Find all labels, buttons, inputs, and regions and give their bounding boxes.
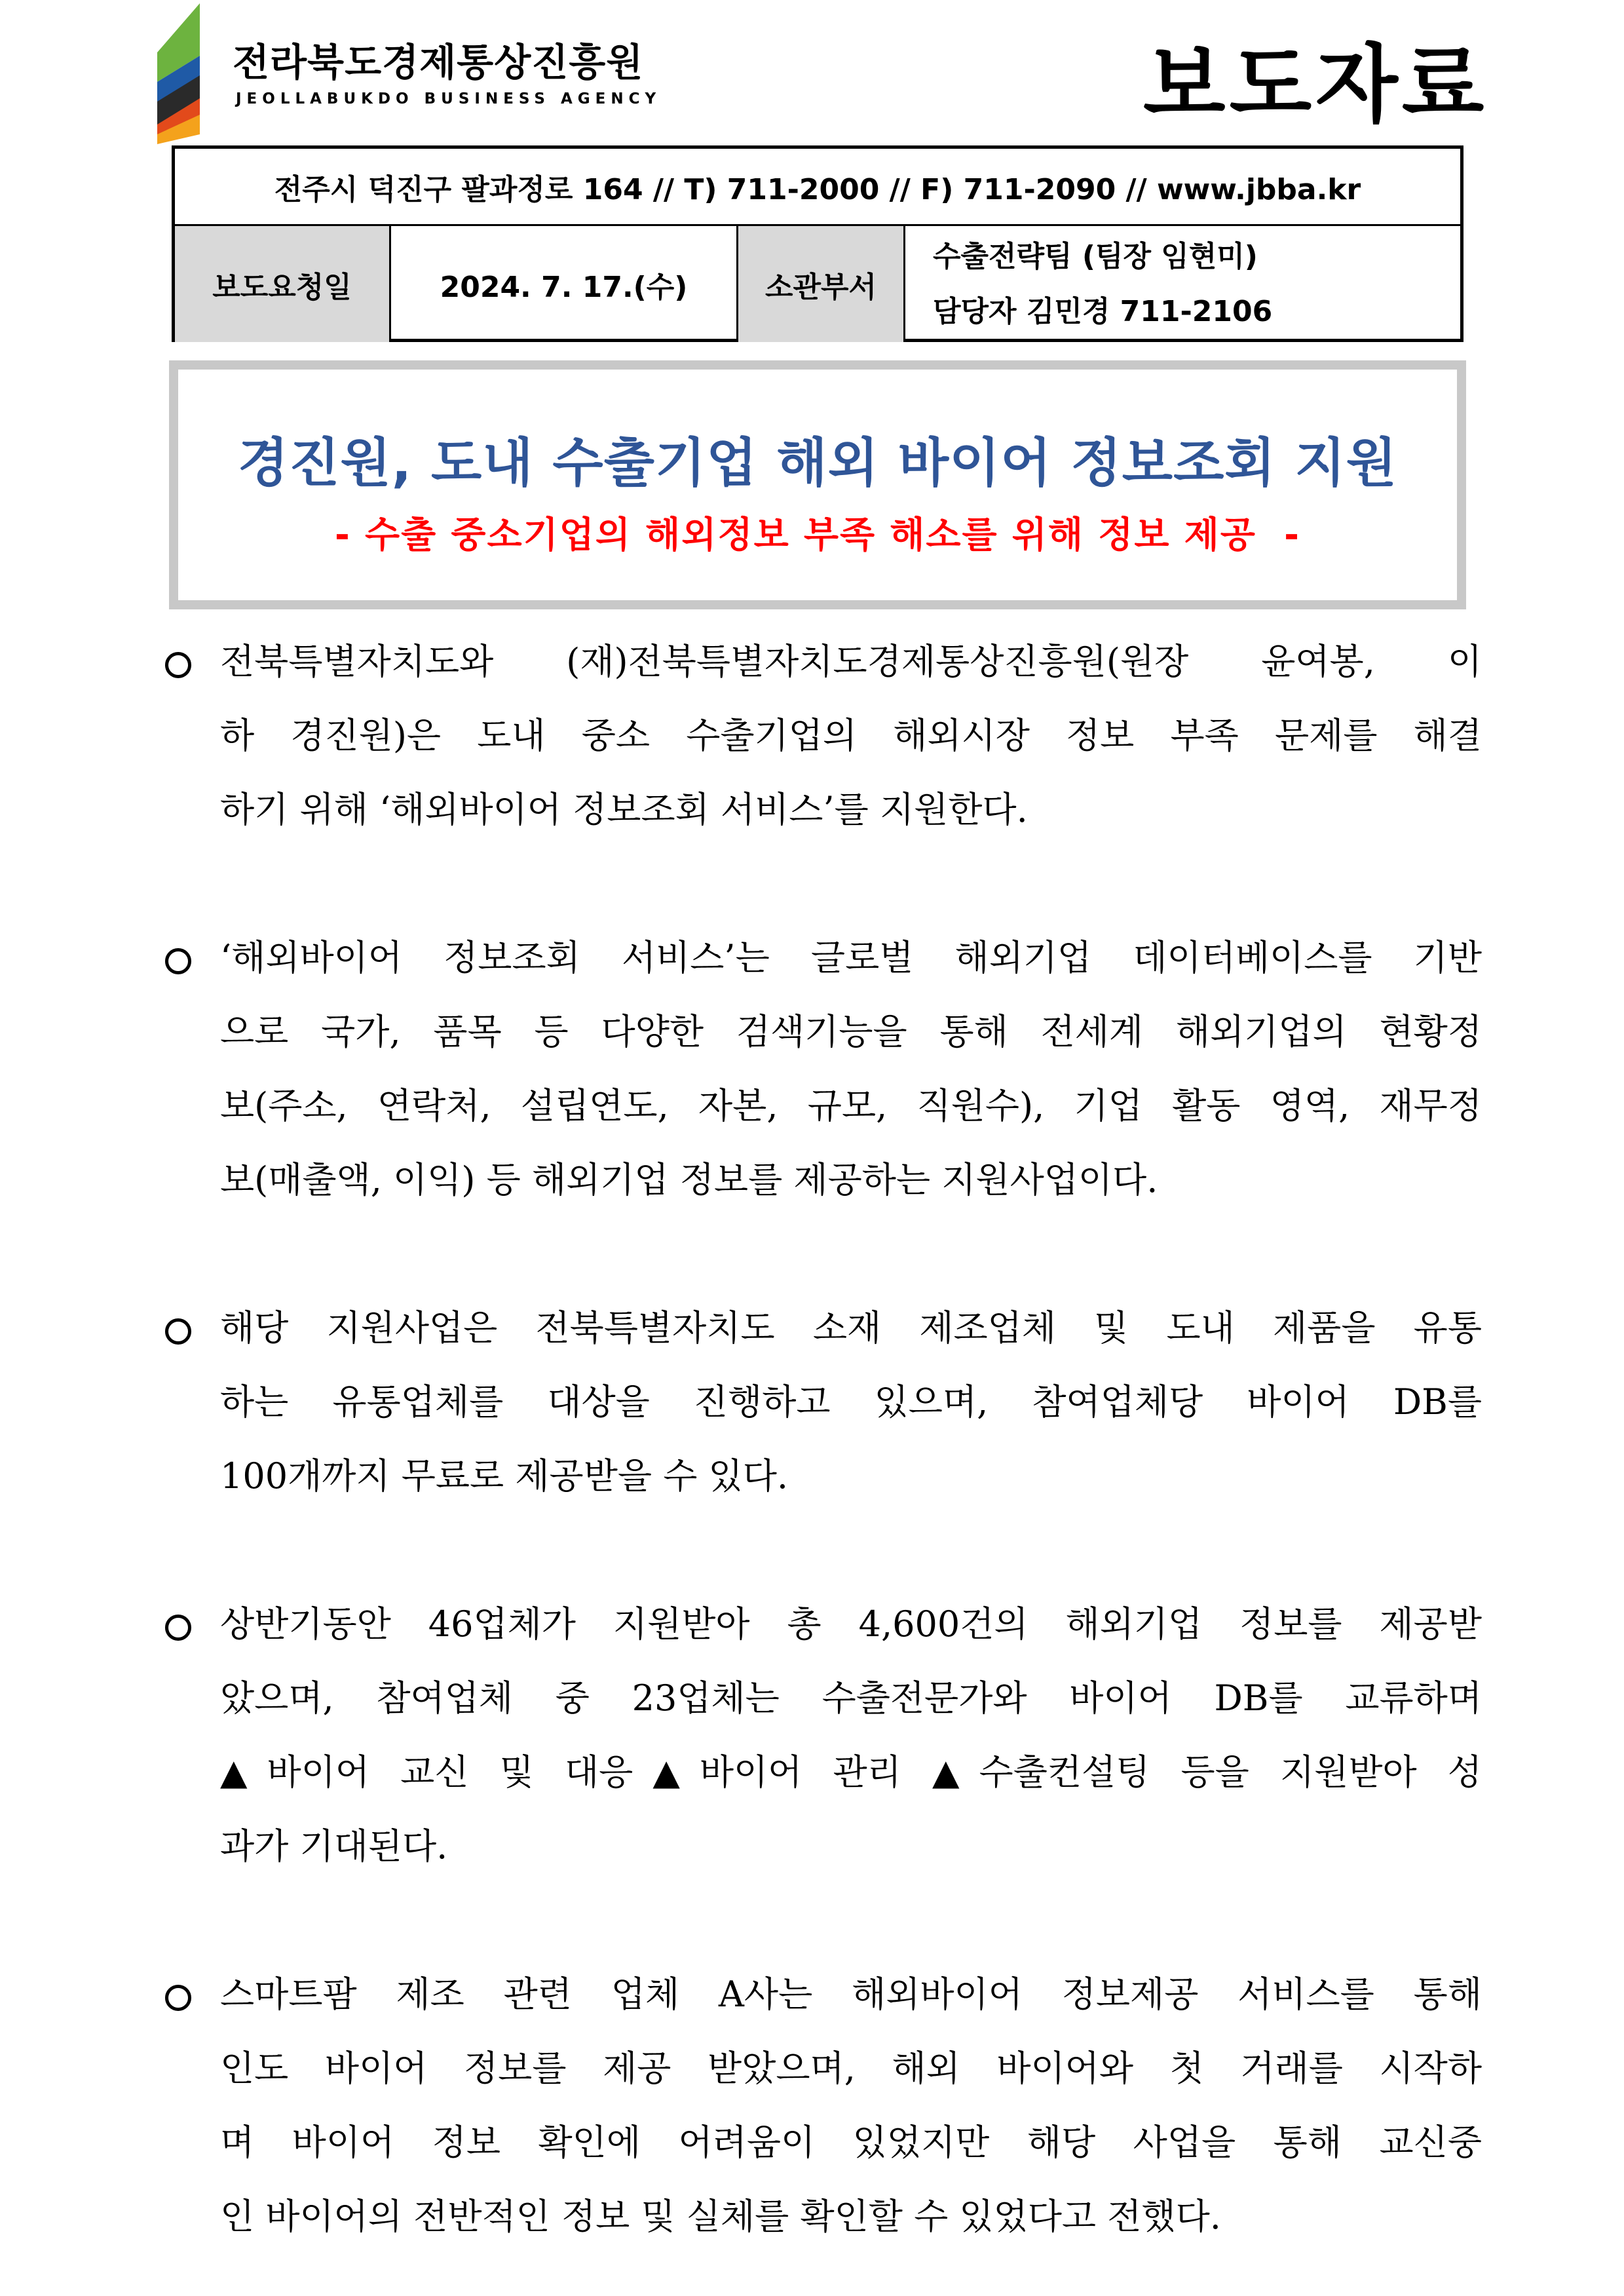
paragraph-line: 하기 위해 ‘해외바이어 정보조회 서비스’를 지원한다. xyxy=(220,789,1028,830)
paragraph-5 xyxy=(165,1974,1482,2031)
circle-bullet-icon xyxy=(165,1615,191,1641)
paragraph-line: 과가 기대된다. xyxy=(220,1826,448,1867)
paragraph-line: 하는 유통업체를 대상을 진행하고 있으며, 참여업체당 바이어 DB를 xyxy=(220,1381,1482,1423)
department-contact: 담당자 김민경 711-2106 xyxy=(933,294,1273,328)
paragraph-line: 인 바이어의 전반적인 정보 및 실체를 확인할 수 있었다고 전했다. xyxy=(220,2196,1221,2237)
paragraph-2-cont xyxy=(165,1011,1482,1069)
department-label: 소관부서 xyxy=(738,226,905,342)
paragraph-line: ‘해외바이어 정보조회 서비스’는 글로벌 해외기업 데이터베이스를 기반 xyxy=(220,937,1482,978)
paragraph-line: 으로 국가, 품목 등 다양한 검색기능을 통해 전세계 해외기업의 현황정 xyxy=(220,1011,1482,1052)
contact-line: 전주시 덕진구 팔과정로 164 // T) 711-2000 // F) 711-2090 // www.jbba.kr xyxy=(175,149,1460,226)
document-type-title: 보도자료 xyxy=(1143,35,1488,134)
paragraph-5-cont xyxy=(165,2122,1482,2179)
paragraph-line: ▲바이어 교신 및 대응▲바이어 관리 ▲수출컨설팅 등을 지원받아 성 xyxy=(220,1751,1482,1793)
paragraph-3-cont xyxy=(165,1381,1482,1439)
paragraph-line: 스마트팜 제조 관련 업체 A사는 해외바이어 정보제공 서비스를 통해 xyxy=(220,1974,1482,2015)
circle-bullet-icon xyxy=(165,1985,191,2011)
department-team: 수출전략팀 (팀장 임현미) xyxy=(933,239,1258,273)
request-date-value: 2024. 7. 17.(수) xyxy=(391,226,738,342)
paragraph-line: 하 경진원)은 도내 중소 수출기업의 해외시장 정보 부족 문제를 해결 xyxy=(220,715,1482,756)
paragraph-line: 며 바이어 정보 확인에 어려움이 있었지만 해당 사업을 통해 교신중 xyxy=(220,2122,1482,2163)
paragraph-4 xyxy=(165,1603,1482,1661)
paragraph-line: 전북특별자치도와 (재)전북특별자치도경제통상진흥원(원장 윤여봉, 이 xyxy=(220,641,1482,682)
paragraph-1 xyxy=(165,641,1482,698)
request-date-label: 보도요청일 xyxy=(175,226,391,342)
circle-bullet-icon xyxy=(165,1318,191,1345)
paragraph-1-cont xyxy=(165,715,1482,773)
paragraph-3-cont xyxy=(165,1455,1482,1513)
paragraph-5-cont xyxy=(165,2048,1482,2105)
paragraph-2-cont xyxy=(165,1159,1482,1217)
paragraph-2-cont xyxy=(165,1085,1482,1143)
headline-subtitle: - 수출 중소기업의 해외정보 부족 해소를 위해 정보 제공 - xyxy=(335,514,1300,556)
headline-box xyxy=(169,360,1466,609)
paragraph-5-cont xyxy=(165,2196,1482,2253)
paragraph-line: 인도 바이어 정보를 제공 받았으며, 해외 바이어와 첫 거래를 시작하 xyxy=(220,2048,1482,2089)
paragraph-4-cont xyxy=(165,1677,1482,1735)
agency-name-korean: 전라북도경제통상진흥원 xyxy=(233,40,644,85)
paragraph-3 xyxy=(165,1307,1482,1365)
paragraph-1-cont xyxy=(165,789,1482,847)
press-info-table xyxy=(172,145,1463,342)
department-value xyxy=(905,226,1462,342)
circle-bullet-icon xyxy=(165,652,191,678)
agency-name-english: JEOLLABUKDO BUSINESS AGENCY xyxy=(236,90,662,107)
paragraph-line: 100개까지 무료로 제공받을 수 있다. xyxy=(220,1455,789,1497)
circle-bullet-icon xyxy=(165,948,191,974)
paragraph-line: 보(주소, 연락처, 설립연도, 자본, 규모, 직원수), 기업 활동 영역, 재무정 xyxy=(220,1085,1482,1126)
headline-title: 경진원, 도내 수출기업 해외 바이어 정보조회 지원 xyxy=(237,432,1398,493)
paragraph-line: 보(매출액, 이익) 등 해외기업 정보를 제공하는 지원사업이다. xyxy=(220,1159,1158,1200)
paragraph-line: 았으며, 참여업체 중 23업체는 수출전문가와 바이어 DB를 교류하며 xyxy=(220,1677,1482,1719)
paragraph-line: 상반기동안 46업체가 지원받아 총 4,600건의 해외기업 정보를 제공받 xyxy=(220,1603,1482,1645)
paragraph-2 xyxy=(165,937,1482,995)
paragraph-4-cont xyxy=(165,1826,1482,1883)
paragraph-line: 해당 지원사업은 전북특별자치도 소재 제조업체 및 도내 제품을 유통 xyxy=(220,1307,1482,1349)
paragraph-4-cont xyxy=(165,1751,1482,1809)
